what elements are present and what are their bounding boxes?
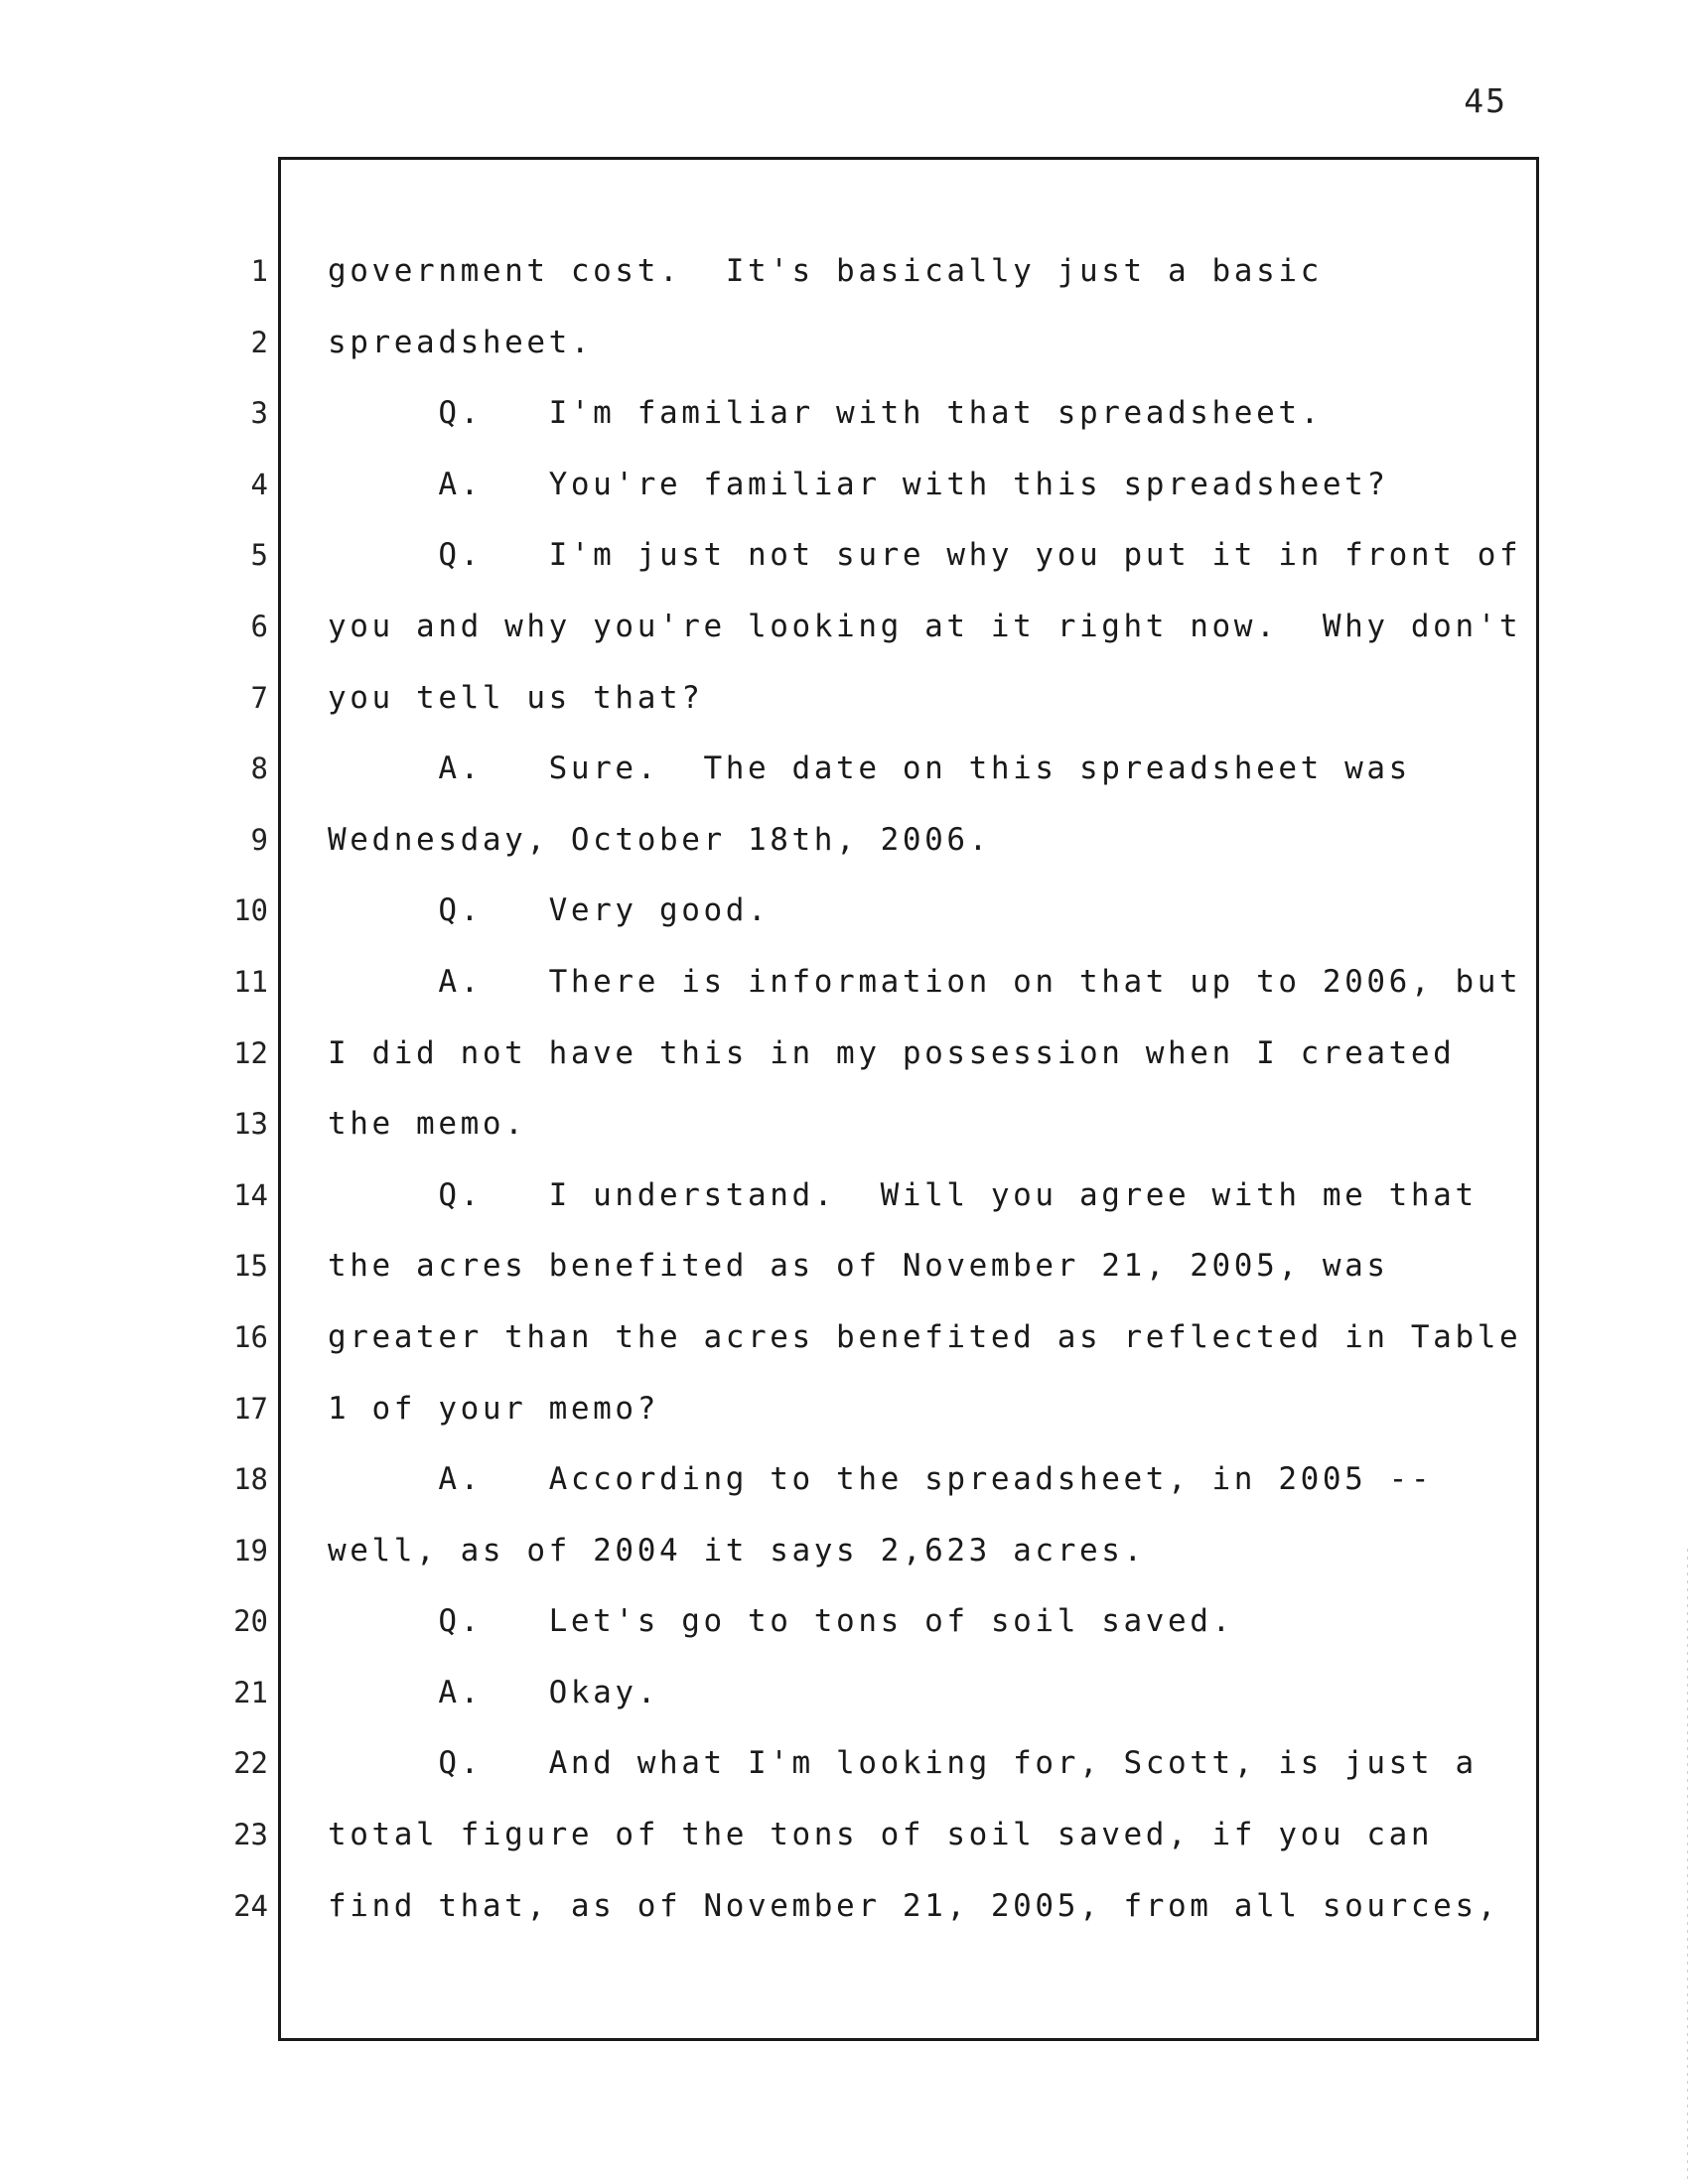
transcript-line: the acres benefited as of November 21, 2005, was — [328, 1248, 1389, 1285]
transcript-line: A. You're familiar with this spreadsheet? — [328, 466, 1389, 502]
line-number: 11 — [233, 964, 268, 999]
line-number: 14 — [233, 1177, 268, 1212]
line-number: 15 — [233, 1249, 268, 1284]
transcript-line: Q. And what I'm looking for, Scott, is just a — [328, 1745, 1478, 1782]
page-number: 45 — [1464, 81, 1507, 120]
line-number: 2 — [250, 325, 268, 359]
line-number: 19 — [233, 1533, 268, 1568]
transcript-line: A. There is information on that up to 2006, but — [328, 963, 1522, 1000]
line-number: 21 — [233, 1675, 268, 1709]
transcript-line: A. Sure. The date on this spreadsheet was — [328, 751, 1411, 787]
line-number: 5 — [250, 538, 268, 573]
scan-edge-artifact — [1687, 1549, 1688, 2184]
line-number: 16 — [233, 1319, 268, 1354]
transcript-line: well, as of 2004 it says 2,623 acres. — [328, 1532, 1146, 1569]
line-number: 17 — [233, 1391, 268, 1426]
line-number: 6 — [250, 609, 268, 643]
line-number: 1 — [250, 254, 268, 288]
transcript-line: 1 of your memo? — [328, 1390, 659, 1427]
line-number: 4 — [250, 467, 268, 501]
line-number: 7 — [250, 680, 268, 715]
transcript-line: Q. I understand. Will you agree with me that — [328, 1176, 1478, 1213]
line-number: 20 — [233, 1604, 268, 1639]
transcript-line: you tell us that? — [328, 679, 704, 716]
transcript-line: A. Okay. — [328, 1674, 659, 1710]
transcript-line: Q. Very good. — [328, 892, 771, 929]
transcript-text — [328, 251, 1522, 1957]
line-number: 3 — [250, 396, 268, 431]
transcript-line: Q. Let's go to tons of soil saved. — [328, 1603, 1234, 1640]
transcript-line: A. According to the spreadsheet, in 2005 -- — [328, 1461, 1434, 1498]
line-number: 18 — [233, 1462, 268, 1497]
transcript-line: total figure of the tons of soil saved, if you can — [328, 1817, 1434, 1853]
transcript-line: Q. I'm just not sure why you put it in front of — [328, 537, 1522, 574]
transcript-line: I did not have this in my possession when I created — [328, 1034, 1456, 1071]
transcript-line: Wednesday, October 18th, 2006. — [328, 821, 991, 858]
line-number: 8 — [250, 751, 268, 786]
transcript-line: greater than the acres benefited as reflected in Table — [328, 1318, 1522, 1355]
line-number-column — [199, 251, 268, 1957]
line-number: 12 — [233, 1035, 268, 1070]
line-number: 24 — [233, 1888, 268, 1923]
line-number: 13 — [233, 1107, 268, 1142]
transcript-line: find that, as of November 21, 2005, from all sources, — [328, 1887, 1499, 1924]
line-number: 10 — [233, 893, 268, 928]
transcript-line: the memo. — [328, 1106, 527, 1143]
transcript-line: government cost. It's basically just a basic — [328, 253, 1323, 289]
line-number: 9 — [250, 822, 268, 857]
line-number: 23 — [233, 1818, 268, 1852]
transcript-line: spreadsheet. — [328, 324, 594, 360]
transcript-line: you and why you're looking at it right now. Why don't — [328, 608, 1522, 644]
line-number: 22 — [233, 1746, 268, 1781]
transcript-line: Q. I'm familiar with that spreadsheet. — [328, 395, 1323, 432]
